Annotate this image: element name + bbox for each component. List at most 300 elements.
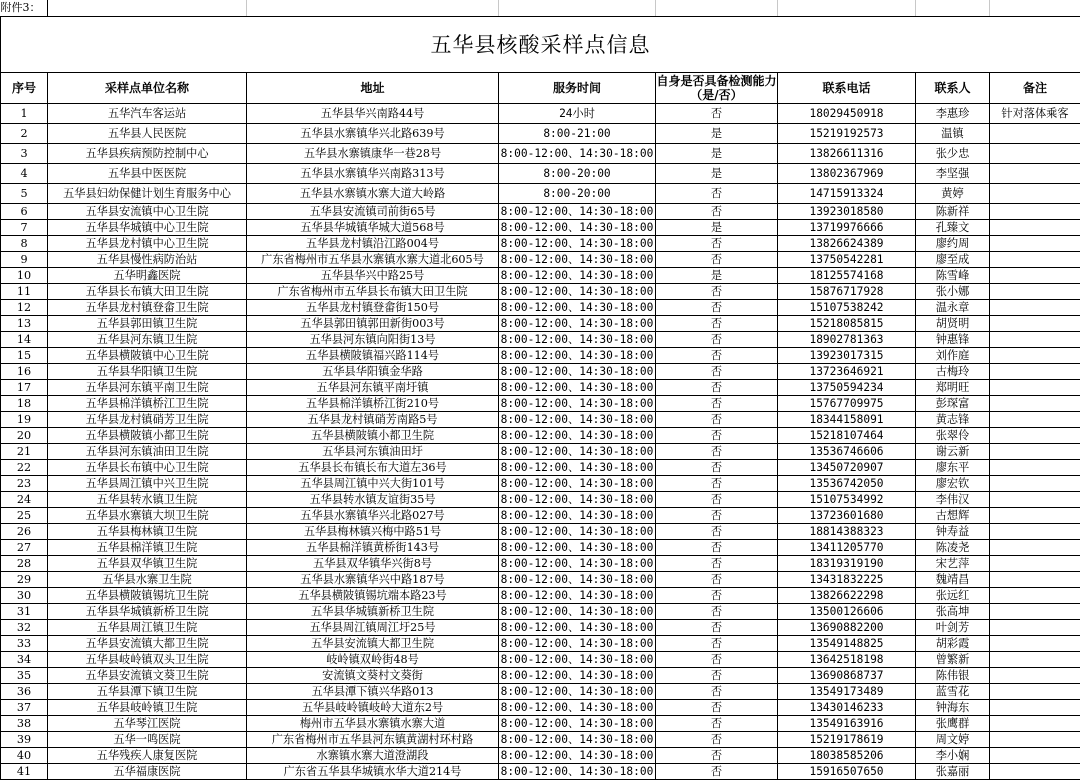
cell-testing-capability: 否 <box>656 556 778 572</box>
cell-remarks <box>990 204 1080 220</box>
cell-phone: 13750594234 <box>778 380 916 396</box>
table-row <box>1 732 1080 748</box>
cell-remarks <box>990 572 1080 588</box>
table-row <box>1 764 1080 780</box>
cell-testing-capability: 否 <box>656 476 778 492</box>
cell-index: 4 <box>1 164 48 184</box>
cell-testing-capability: 否 <box>656 364 778 380</box>
cell-phone: 13536742050 <box>778 476 916 492</box>
cell-service-time: 8:00-12:00、14:30-18:00 <box>499 572 656 588</box>
cell-address: 五华县水寨镇康华一巷28号 <box>247 144 499 164</box>
cell-service-time: 8:00-12:00、14:30-18:00 <box>499 220 656 236</box>
cell-contact: 钟海东 <box>916 700 990 716</box>
cell-index: 34 <box>1 652 48 668</box>
cell-service-time: 8:00-20:00 <box>499 164 656 184</box>
col-header-contact: 联系人 <box>916 73 990 104</box>
cell-remarks <box>990 652 1080 668</box>
cell-site-name: 五华县龙村镇硝芳卫生院 <box>48 412 247 428</box>
cell-testing-capability: 是 <box>656 220 778 236</box>
cell-phone: 15219178619 <box>778 732 916 748</box>
cell-phone: 13826611316 <box>778 144 916 164</box>
cell-service-time: 8:00-12:00、14:30-18:00 <box>499 684 656 700</box>
cell-index: 21 <box>1 444 48 460</box>
cell-phone: 13750542281 <box>778 252 916 268</box>
cell-index: 30 <box>1 588 48 604</box>
cell-service-time: 8:00-12:00、14:30-18:00 <box>499 300 656 316</box>
cell-remarks <box>990 184 1080 204</box>
table-row <box>1 668 1080 684</box>
cell-contact: 宋艺萍 <box>916 556 990 572</box>
cell-site-name: 五华县转水镇卫生院 <box>48 492 247 508</box>
cell-contact: 李伟汉 <box>916 492 990 508</box>
table-row <box>1 684 1080 700</box>
cell-testing-capability: 否 <box>656 444 778 460</box>
cell-testing-capability: 否 <box>656 380 778 396</box>
cell-site-name: 五华县中医医院 <box>48 164 247 184</box>
cell-address: 五华县河东镇向阳街13号 <box>247 332 499 348</box>
cell-phone: 13826624389 <box>778 236 916 252</box>
cell-site-name: 五华县华城镇新桥卫生院 <box>48 604 247 620</box>
cell-remarks <box>990 444 1080 460</box>
cell-index: 10 <box>1 268 48 284</box>
cell-testing-capability: 否 <box>656 508 778 524</box>
cell-site-name: 五华县妇幼保健计划生育服务中心 <box>48 184 247 204</box>
cell-phone: 15916507650 <box>778 764 916 780</box>
cell-site-name: 五华县梅林镇卫生院 <box>48 524 247 540</box>
cell-address: 五华县周江镇周江圩25号 <box>247 620 499 636</box>
table-row <box>1 540 1080 556</box>
table-row <box>1 204 1080 220</box>
cell-site-name: 五华县华阳镇卫生院 <box>48 364 247 380</box>
cell-phone: 13430146233 <box>778 700 916 716</box>
table-row <box>1 380 1080 396</box>
col-header-address: 地址 <box>247 73 499 104</box>
cell-index: 8 <box>1 236 48 252</box>
cell-address: 五华县梅林镇兴梅中路51号 <box>247 524 499 540</box>
cell-service-time: 8:00-12:00、14:30-18:00 <box>499 348 656 364</box>
cell-testing-capability: 否 <box>656 412 778 428</box>
cell-site-name: 五华县郭田镇卫生院 <box>48 316 247 332</box>
cell-remarks <box>990 604 1080 620</box>
cell-remarks <box>990 716 1080 732</box>
cell-remarks <box>990 508 1080 524</box>
cell-service-time: 8:00-12:00、14:30-18:00 <box>499 748 656 764</box>
cell-index: 18 <box>1 396 48 412</box>
cell-remarks <box>990 348 1080 364</box>
cell-address: 五华县横陂镇福兴路114号 <box>247 348 499 364</box>
col-header-phone: 联系电话 <box>778 73 916 104</box>
cell-contact: 胡彩霞 <box>916 636 990 652</box>
cell-address: 广东省梅州市五华县河东镇黄湖村环村路 <box>247 732 499 748</box>
cell-remarks <box>990 764 1080 780</box>
cell-testing-capability: 否 <box>656 524 778 540</box>
cell-testing-capability: 否 <box>656 460 778 476</box>
cell-contact: 刘作庭 <box>916 348 990 364</box>
table-row <box>1 236 1080 252</box>
cell-testing-capability: 否 <box>656 316 778 332</box>
cell-remarks <box>990 428 1080 444</box>
cell-index: 41 <box>1 764 48 780</box>
table-row <box>1 284 1080 300</box>
cell-contact: 李小娴 <box>916 748 990 764</box>
cell-address: 梅州市五华县水寨镇水寨大道 <box>247 716 499 732</box>
col-header-service-time: 服务时间 <box>499 73 656 104</box>
table-row <box>1 268 1080 284</box>
cell-address: 五华县岐岭镇岐岭大道东2号 <box>247 700 499 716</box>
cell-phone: 15876717928 <box>778 284 916 300</box>
cell-testing-capability: 否 <box>656 540 778 556</box>
table-row <box>1 652 1080 668</box>
cell-contact: 古想辉 <box>916 508 990 524</box>
cell-address: 五华县转水镇友谊街35号 <box>247 492 499 508</box>
cell-service-time: 24小时 <box>499 104 656 124</box>
cell-index: 5 <box>1 184 48 204</box>
cell-testing-capability: 否 <box>656 700 778 716</box>
cell-site-name: 五华县华城镇中心卫生院 <box>48 220 247 236</box>
table-row <box>1 636 1080 652</box>
cell-address: 广东省梅州市五华县长布镇大田卫生院 <box>247 284 499 300</box>
cell-service-time: 8:00-12:00、14:30-18:00 <box>499 492 656 508</box>
cell-address: 五华县横陂镇锡坑端本路23号 <box>247 588 499 604</box>
cell-remarks <box>990 236 1080 252</box>
cell-service-time: 8:00-12:00、14:30-18:00 <box>499 444 656 460</box>
cell-site-name: 五华明鑫医院 <box>48 268 247 284</box>
cell-index: 3 <box>1 144 48 164</box>
cell-phone: 13549163916 <box>778 716 916 732</box>
cell-site-name: 五华县河东镇平南卫生院 <box>48 380 247 396</box>
cell-contact: 李坚强 <box>916 164 990 184</box>
cell-service-time: 8:00-12:00、14:30-18:00 <box>499 668 656 684</box>
cell-testing-capability: 否 <box>656 652 778 668</box>
cell-service-time: 8:00-12:00、14:30-18:00 <box>499 252 656 268</box>
cell-remarks <box>990 620 1080 636</box>
cell-phone: 13536746606 <box>778 444 916 460</box>
cell-contact: 陈新祥 <box>916 204 990 220</box>
cell-contact: 廖宏钦 <box>916 476 990 492</box>
cell-service-time: 8:00-12:00、14:30-18:00 <box>499 428 656 444</box>
cell-index: 7 <box>1 220 48 236</box>
cell-address: 水寨镇水寨大道澄湖段 <box>247 748 499 764</box>
cell-address: 岐岭镇双岭街48号 <box>247 652 499 668</box>
cell-phone: 13923018580 <box>778 204 916 220</box>
cell-address: 五华县华阳镇金华路 <box>247 364 499 380</box>
cell-address: 五华县水寨镇华兴北路639号 <box>247 124 499 144</box>
cell-service-time: 8:00-12:00、14:30-18:00 <box>499 364 656 380</box>
table-row <box>1 300 1080 316</box>
cell-contact: 张高坤 <box>916 604 990 620</box>
cell-service-time: 8:00-12:00、14:30-18:00 <box>499 236 656 252</box>
cell-phone: 13826622298 <box>778 588 916 604</box>
table-row <box>1 332 1080 348</box>
cell-site-name: 五华县岐岭镇双头卫生院 <box>48 652 247 668</box>
cell-phone: 13549148825 <box>778 636 916 652</box>
table-row <box>1 444 1080 460</box>
table-row <box>1 428 1080 444</box>
cell-testing-capability: 否 <box>656 284 778 300</box>
cell-testing-capability: 否 <box>656 764 778 780</box>
table-row <box>1 316 1080 332</box>
header-row <box>1 73 1080 104</box>
cell-address: 五华县龙村镇登畲街150号 <box>247 300 499 316</box>
cell-site-name: 五华汽车客运站 <box>48 104 247 124</box>
cell-address: 五华县华城镇华城大道568号 <box>247 220 499 236</box>
col-header-index: 序号 <box>1 73 48 104</box>
cell-service-time: 8:00-21:00 <box>499 124 656 144</box>
cell-service-time: 8:00-12:00、14:30-18:00 <box>499 556 656 572</box>
cell-phone: 13690882200 <box>778 620 916 636</box>
cell-phone: 18902781363 <box>778 332 916 348</box>
cell-index: 6 <box>1 204 48 220</box>
cell-testing-capability: 否 <box>656 748 778 764</box>
cell-contact: 张远红 <box>916 588 990 604</box>
cell-contact: 张翠伶 <box>916 428 990 444</box>
cell-address: 五华县潭下镇兴华路013 <box>247 684 499 700</box>
cell-site-name: 五华县安流镇文葵卫生院 <box>48 668 247 684</box>
cell-index: 38 <box>1 716 48 732</box>
cell-contact: 温永章 <box>916 300 990 316</box>
table-row <box>1 396 1080 412</box>
cell-index: 39 <box>1 732 48 748</box>
cell-contact: 黄婷 <box>916 184 990 204</box>
cell-service-time: 8:00-12:00、14:30-18:00 <box>499 508 656 524</box>
table-row <box>1 252 1080 268</box>
cell-address: 五华县水寨镇华兴中路187号 <box>247 572 499 588</box>
table-row <box>1 364 1080 380</box>
cell-phone: 15219192573 <box>778 124 916 144</box>
cell-phone: 15218085815 <box>778 316 916 332</box>
cell-index: 14 <box>1 332 48 348</box>
cell-address: 五华县龙村镇沿江路004号 <box>247 236 499 252</box>
cell-index: 25 <box>1 508 48 524</box>
table-row <box>1 164 1080 184</box>
cell-testing-capability: 是 <box>656 144 778 164</box>
cell-address: 五华县安流镇司前街65号 <box>247 204 499 220</box>
cell-testing-capability: 否 <box>656 236 778 252</box>
cell-testing-capability: 否 <box>656 428 778 444</box>
cell-site-name: 五华县疾病预防控制中心 <box>48 144 247 164</box>
table-row <box>1 184 1080 204</box>
cell-remarks <box>990 364 1080 380</box>
cell-contact: 蓝雪花 <box>916 684 990 700</box>
cell-contact: 钟惠锋 <box>916 332 990 348</box>
cell-contact: 温镇 <box>916 124 990 144</box>
cell-index: 40 <box>1 748 48 764</box>
cell-remarks <box>990 588 1080 604</box>
cell-remarks <box>990 412 1080 428</box>
cell-service-time: 8:00-12:00、14:30-18:00 <box>499 412 656 428</box>
table-row <box>1 104 1080 124</box>
cell-contact: 叶剑芳 <box>916 620 990 636</box>
table-row <box>1 508 1080 524</box>
cell-testing-capability: 否 <box>656 204 778 220</box>
cell-index: 9 <box>1 252 48 268</box>
cell-site-name: 五华县长布镇大田卫生院 <box>48 284 247 300</box>
cell-phone: 13923017315 <box>778 348 916 364</box>
cell-phone: 13723601680 <box>778 508 916 524</box>
cell-site-name: 五华县周江镇中兴卫生院 <box>48 476 247 492</box>
cell-service-time: 8:00-12:00、14:30-18:00 <box>499 332 656 348</box>
cell-site-name: 五华琴江医院 <box>48 716 247 732</box>
cell-address: 五华县水寨镇华兴南路313号 <box>247 164 499 184</box>
cell-phone: 13690868737 <box>778 668 916 684</box>
cell-phone: 13802367969 <box>778 164 916 184</box>
cell-site-name: 五华县水寨镇大坝卫生院 <box>48 508 247 524</box>
cell-site-name: 五华县潭下镇卫生院 <box>48 684 247 700</box>
cell-testing-capability: 是 <box>656 124 778 144</box>
col-header-remarks: 备注 <box>990 73 1080 104</box>
cell-address: 五华县周江镇中兴大街101号 <box>247 476 499 492</box>
cell-index: 22 <box>1 460 48 476</box>
cell-service-time: 8:00-12:00、14:30-18:00 <box>499 316 656 332</box>
cell-service-time: 8:00-12:00、14:30-18:00 <box>499 652 656 668</box>
cell-service-time: 8:00-12:00、14:30-18:00 <box>499 732 656 748</box>
cell-service-time: 8:00-12:00、14:30-18:00 <box>499 764 656 780</box>
cell-remarks <box>990 144 1080 164</box>
cell-contact: 古梅玲 <box>916 364 990 380</box>
cell-site-name: 五华县长布镇中心卫生院 <box>48 460 247 476</box>
cell-contact: 廖约周 <box>916 236 990 252</box>
cell-index: 16 <box>1 364 48 380</box>
page-title: 五华县核酸采样点信息 <box>1 17 1080 73</box>
cell-index: 12 <box>1 300 48 316</box>
table-row <box>1 144 1080 164</box>
cell-remarks <box>990 684 1080 700</box>
table-row <box>1 556 1080 572</box>
cell-remarks <box>990 396 1080 412</box>
cell-remarks <box>990 540 1080 556</box>
cell-site-name: 五华县横陂镇小都卫生院 <box>48 428 247 444</box>
cell-remarks <box>990 380 1080 396</box>
cell-index: 20 <box>1 428 48 444</box>
cell-address: 五华县横陂镇小都卫生院 <box>247 428 499 444</box>
cell-index: 23 <box>1 476 48 492</box>
cell-phone: 18038585206 <box>778 748 916 764</box>
table-row <box>1 220 1080 236</box>
cell-address: 五华县双华镇华兴街8号 <box>247 556 499 572</box>
cell-remarks: 针对落体乘客 <box>990 104 1080 124</box>
cell-service-time: 8:00-12:00、14:30-18:00 <box>499 604 656 620</box>
cell-contact: 张鹰群 <box>916 716 990 732</box>
cell-remarks <box>990 636 1080 652</box>
cell-site-name: 五华福康医院 <box>48 764 247 780</box>
table-row <box>1 124 1080 144</box>
table-row <box>1 604 1080 620</box>
cell-phone: 13450720907 <box>778 460 916 476</box>
cell-address: 五华县龙村镇硝芳南路5号 <box>247 412 499 428</box>
cell-phone: 13719976666 <box>778 220 916 236</box>
cell-remarks <box>990 460 1080 476</box>
cell-site-name: 五华县河东镇油田卫生院 <box>48 444 247 460</box>
cell-remarks <box>990 668 1080 684</box>
cell-remarks <box>990 556 1080 572</box>
cell-service-time: 8:00-12:00、14:30-18:00 <box>499 540 656 556</box>
cell-address: 五华县长布镇长布大道左36号 <box>247 460 499 476</box>
cell-phone: 15107534992 <box>778 492 916 508</box>
cell-testing-capability: 否 <box>656 588 778 604</box>
cell-phone: 15218107464 <box>778 428 916 444</box>
annex-row <box>1 0 1080 17</box>
cell-testing-capability: 否 <box>656 732 778 748</box>
cell-testing-capability: 否 <box>656 716 778 732</box>
table-row <box>1 716 1080 732</box>
cell-phone: 14715913324 <box>778 184 916 204</box>
cell-site-name: 五华县安流镇中心卫生院 <box>48 204 247 220</box>
cell-phone: 15767709975 <box>778 396 916 412</box>
cell-index: 15 <box>1 348 48 364</box>
cell-address: 广东省梅州市五华县水寨镇水寨大道北605号 <box>247 252 499 268</box>
cell-testing-capability: 否 <box>656 604 778 620</box>
cell-index: 28 <box>1 556 48 572</box>
cell-index: 27 <box>1 540 48 556</box>
cell-remarks <box>990 284 1080 300</box>
cell-site-name: 五华县人民医院 <box>48 124 247 144</box>
cell-testing-capability: 否 <box>656 684 778 700</box>
cell-testing-capability: 是 <box>656 268 778 284</box>
cell-contact: 彭琛富 <box>916 396 990 412</box>
cell-contact: 李惠珍 <box>916 104 990 124</box>
title-row <box>1 17 1080 73</box>
cell-service-time: 8:00-12:00、14:30-18:00 <box>499 144 656 164</box>
cell-testing-capability: 否 <box>656 636 778 652</box>
cell-service-time: 8:00-12:00、14:30-18:00 <box>499 460 656 476</box>
cell-index: 31 <box>1 604 48 620</box>
cell-index: 33 <box>1 636 48 652</box>
cell-phone: 18344158091 <box>778 412 916 428</box>
cell-remarks <box>990 300 1080 316</box>
cell-remarks <box>990 732 1080 748</box>
cell-index: 1 <box>1 104 48 124</box>
cell-contact: 钟寿益 <box>916 524 990 540</box>
cell-site-name: 五华县岐岭镇卫生院 <box>48 700 247 716</box>
cell-site-name: 五华县棉洋镇桥江卫生院 <box>48 396 247 412</box>
cell-phone: 18319319190 <box>778 556 916 572</box>
cell-contact: 魏靖昌 <box>916 572 990 588</box>
cell-index: 2 <box>1 124 48 144</box>
cell-remarks <box>990 252 1080 268</box>
cell-phone: 13431832225 <box>778 572 916 588</box>
annex-label: 附件3： <box>1 0 48 17</box>
cell-address: 五华县棉洋镇黄桥街143号 <box>247 540 499 556</box>
cell-index: 24 <box>1 492 48 508</box>
table-row <box>1 524 1080 540</box>
table-row <box>1 476 1080 492</box>
cell-service-time: 8:00-12:00、14:30-18:00 <box>499 284 656 300</box>
cell-contact: 陈凌尧 <box>916 540 990 556</box>
table-row <box>1 348 1080 364</box>
cell-contact: 廖至成 <box>916 252 990 268</box>
cell-contact: 孔臻文 <box>916 220 990 236</box>
cell-remarks <box>990 268 1080 284</box>
cell-site-name: 五华县安流镇大都卫生院 <box>48 636 247 652</box>
cell-phone: 13500126606 <box>778 604 916 620</box>
cell-remarks <box>990 476 1080 492</box>
cell-contact: 周文婷 <box>916 732 990 748</box>
cell-contact: 张嘉丽 <box>916 764 990 780</box>
cell-remarks <box>990 700 1080 716</box>
cell-service-time: 8:00-12:00、14:30-18:00 <box>499 476 656 492</box>
cell-phone: 18125574168 <box>778 268 916 284</box>
cell-index: 35 <box>1 668 48 684</box>
cell-service-time: 8:00-12:00、14:30-18:00 <box>499 204 656 220</box>
cell-address: 五华县安流镇大都卫生院 <box>247 636 499 652</box>
cell-site-name: 五华县水寨卫生院 <box>48 572 247 588</box>
cell-remarks <box>990 492 1080 508</box>
cell-service-time: 8:00-20:00 <box>499 184 656 204</box>
cell-service-time: 8:00-12:00、14:30-18:00 <box>499 396 656 412</box>
cell-address: 五华县水寨镇水寨大道大岭路 <box>247 184 499 204</box>
cell-service-time: 8:00-12:00、14:30-18:00 <box>499 716 656 732</box>
cell-site-name: 五华县龙村镇中心卫生院 <box>48 236 247 252</box>
